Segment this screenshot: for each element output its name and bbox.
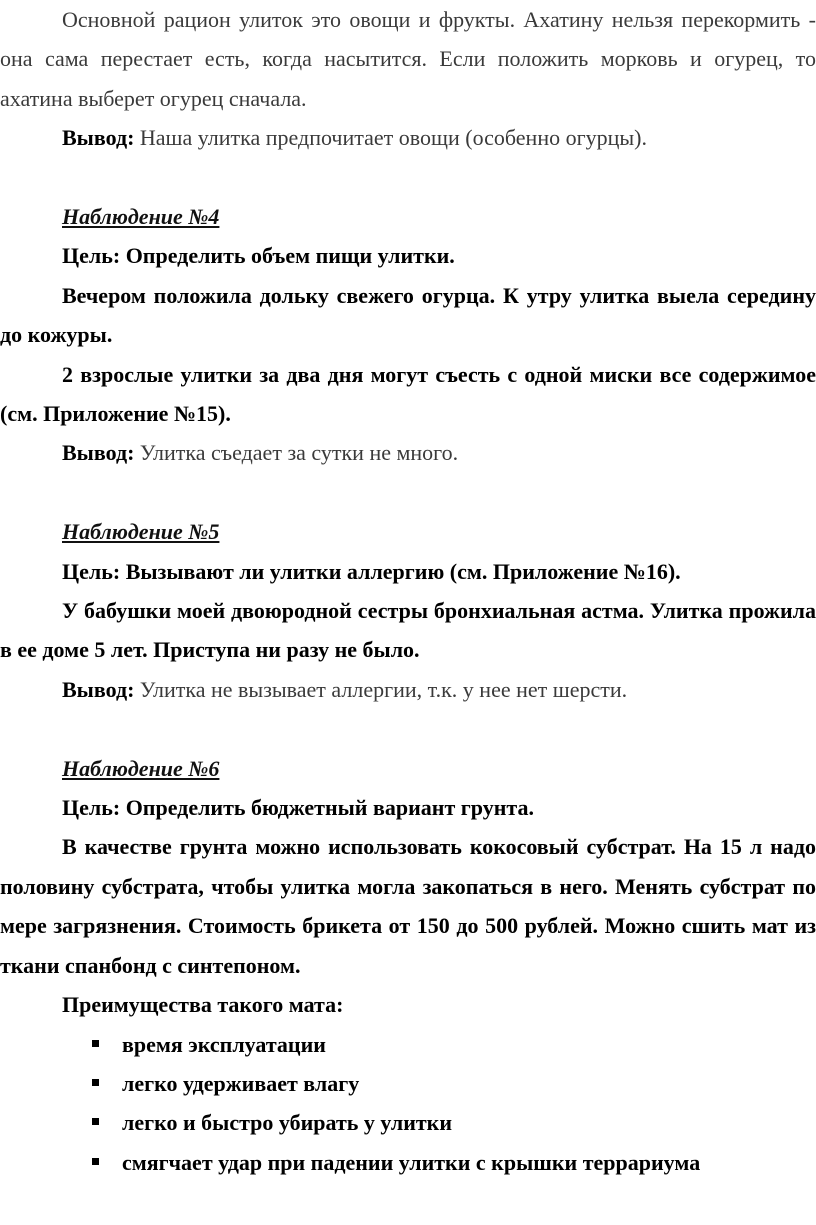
square-bullet-icon	[92, 1158, 99, 1165]
square-bullet-icon	[92, 1118, 99, 1125]
goal-text: Вызывают ли улитки аллергию (см. Приложение №16).	[120, 558, 681, 584]
observation-6-goal	[0, 788, 816, 827]
observation-5-paragraph-1: У бабушки моей двоюродной сестры бронхиальная астма. Улитка прожила в ее доме 5 лет. Приступа ни разу не было.	[0, 598, 816, 663]
list-item-text: легко и быстро убирать у улитки	[122, 1110, 453, 1136]
list-item	[92, 1025, 816, 1064]
observation-5-heading: Наблюдение №5	[62, 519, 220, 545]
observation-6-heading: Наблюдение №6	[62, 755, 220, 781]
square-bullet-icon	[92, 1079, 99, 1086]
goal-text: Определить бюджетный вариант грунта.	[120, 795, 534, 821]
spacer	[0, 473, 816, 512]
advantages-title: Преимущества такого мата:	[62, 992, 344, 1018]
observation-4-goal	[0, 236, 816, 275]
conclusion-label: Вывод:	[62, 440, 135, 466]
observation-5-goal	[0, 552, 816, 591]
conclusion-label: Вывод:	[62, 676, 135, 702]
conclusion-text: Улитка не вызывает аллергии, т.к. у нее нет шерсти.	[134, 676, 628, 702]
observation-6-paragraph-1: В качестве грунта можно использовать кокосовый субстрат. На 15 л надо половину субстрата, чтобы улитка могла закопаться в него. Менять субстрат по мере загрязнения. Стоимость брикета от 150 до 500 рублей. Можно сшить мат из ткани спанбонд с синтепоном.	[0, 834, 816, 978]
intro-conclusion	[0, 118, 816, 157]
spacer	[0, 709, 816, 748]
intro-paragraph: Основной рацион улиток это овощи и фрукты. Ахатину нельзя перекормить - она сама перестает есть, когда насытится. Если положить морковь и огурец, то ахатина выберет огурец сначала.	[0, 7, 816, 111]
conclusion-label: Вывод:	[62, 125, 135, 151]
square-bullet-icon	[92, 1040, 99, 1047]
advantages-list	[0, 1025, 816, 1183]
observation-4-paragraph-1: Вечером положила дольку свежего огурца. К утру улитка выела середину до кожуры.	[0, 282, 816, 348]
goal-text: Определить объем пищи улитки.	[120, 243, 455, 269]
conclusion-text: Наша улитка предпочитает овощи (особенно огурцы).	[134, 125, 648, 151]
goal-label: Цель:	[62, 795, 121, 821]
list-item-text: смягчает удар при падении улитки с крышки террариума	[122, 1149, 701, 1175]
observation-4-paragraph-2: 2 взрослые улитки за два дня могут съесть с одной миски все содержимое (см. Приложение №15).	[0, 361, 816, 427]
list-item	[92, 1103, 816, 1142]
list-item	[92, 1064, 816, 1103]
goal-label: Цель:	[62, 243, 121, 269]
conclusion-text: Улитка съедает за сутки не много.	[134, 440, 459, 466]
observation-5-conclusion	[0, 670, 816, 709]
list-item-text: легко удерживает влагу	[122, 1070, 360, 1096]
list-item-text: время эксплуатации	[122, 1031, 326, 1057]
observation-4-heading: Наблюдение №4	[62, 204, 220, 230]
spacer	[0, 158, 816, 197]
observation-4-conclusion	[0, 433, 816, 472]
goal-label: Цель:	[62, 558, 121, 584]
list-item	[92, 1143, 816, 1182]
